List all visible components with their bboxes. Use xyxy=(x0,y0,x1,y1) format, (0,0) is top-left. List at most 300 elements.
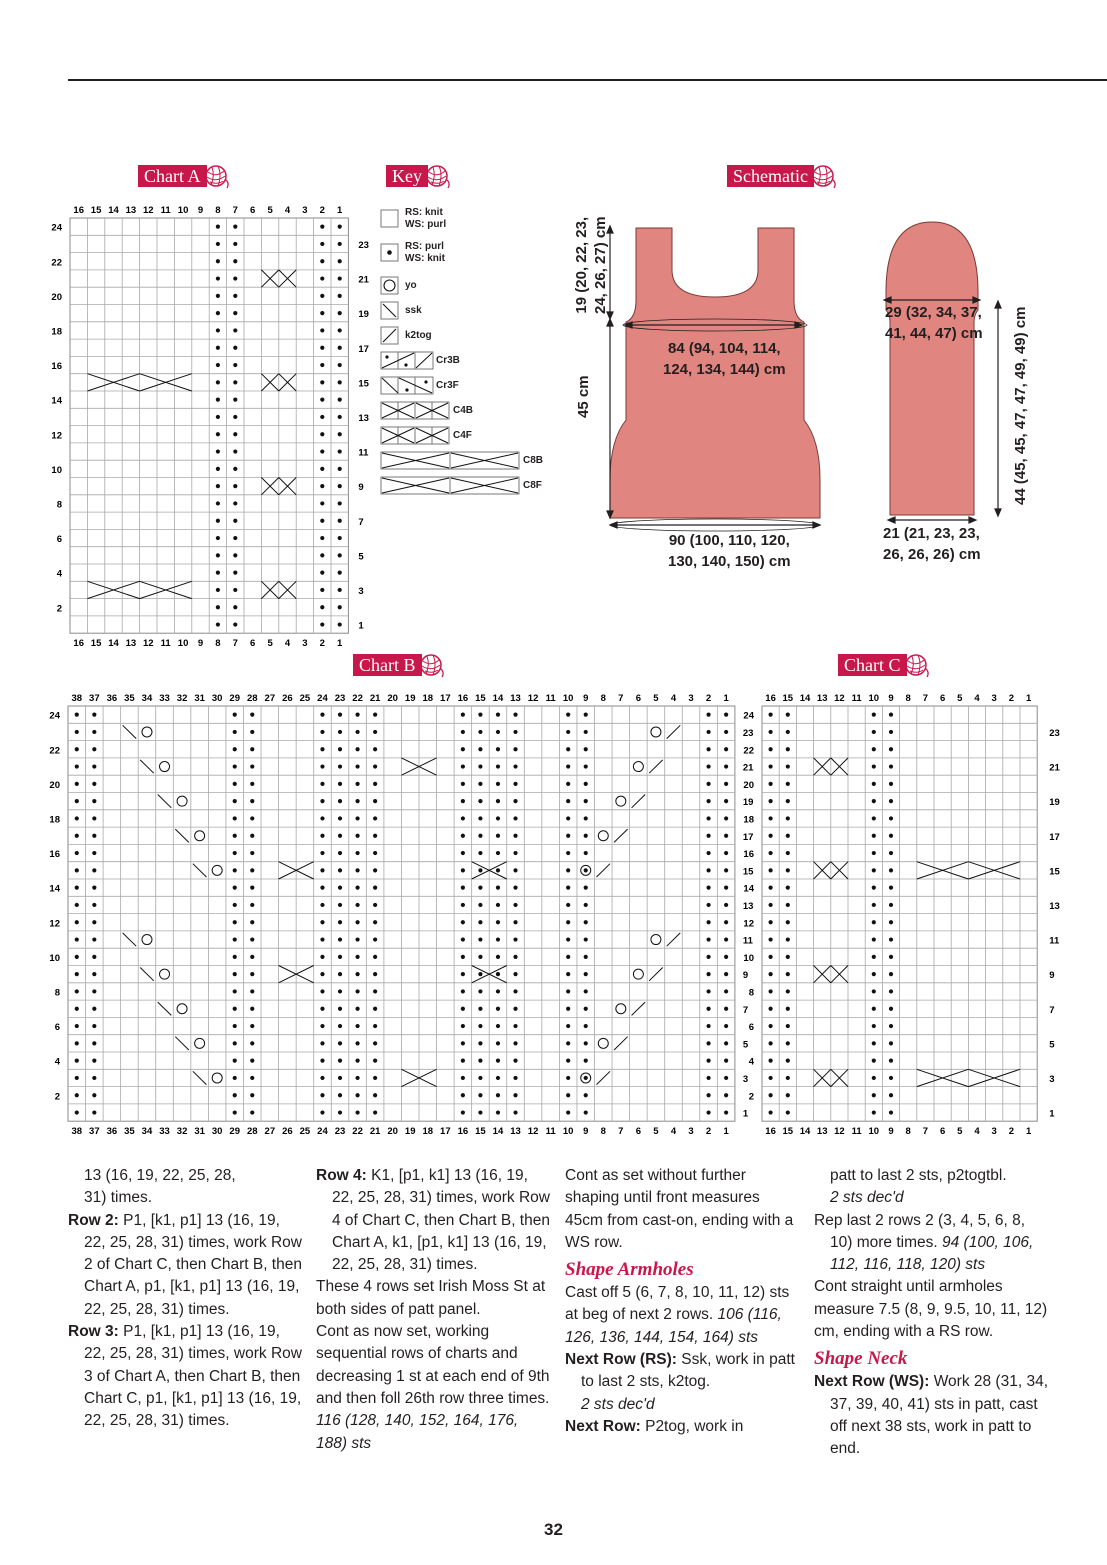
column-number: 10 xyxy=(868,693,880,704)
purl-stitch xyxy=(320,449,324,453)
purl-stitch xyxy=(75,1024,79,1028)
purl-stitch xyxy=(786,1041,790,1045)
sleeve-top-label: 29 (32, 34, 37, 41, 44, 47) cm xyxy=(885,304,983,342)
column-number: 9 xyxy=(888,693,894,704)
purl-stitch xyxy=(250,1041,254,1045)
purl-stitch xyxy=(872,972,876,976)
armhole-depth-label: 19 (20, 22, 23, 24, 26, 27) cm xyxy=(573,216,609,314)
purl-stitch xyxy=(706,1093,710,1097)
purl-stitch xyxy=(250,816,254,820)
row-number: 19 xyxy=(742,797,754,809)
row-number: 22 xyxy=(51,257,62,269)
purl-stitch xyxy=(320,571,324,575)
stitches-decreased-1: 2 sts dec'd xyxy=(581,1395,655,1413)
column-number: 1 xyxy=(337,205,343,216)
row-number: 17 xyxy=(358,343,369,355)
chart-b-title xyxy=(353,654,446,676)
purl-stitch xyxy=(338,622,342,626)
c8b-cable-icon xyxy=(380,451,522,471)
purl-stitch xyxy=(724,1059,728,1063)
purl-stitch xyxy=(92,730,96,734)
column-number: 12 xyxy=(834,693,845,704)
purl-stitch xyxy=(496,868,500,872)
purl-stitch xyxy=(786,903,790,907)
purl-stitch xyxy=(786,886,790,890)
column-number: 8 xyxy=(600,693,606,704)
column-number: 2 xyxy=(1008,693,1015,704)
key-c8f-label: C8F xyxy=(523,480,542,491)
row-number: 1 xyxy=(1049,1108,1055,1120)
row1-continued-1: 13 (16, 19, 22, 25, 28, xyxy=(84,1167,236,1184)
purl-stitch xyxy=(355,868,359,872)
purl-stitch xyxy=(478,937,482,941)
purl-stitch xyxy=(373,1093,377,1097)
row-number: 7 xyxy=(1049,1004,1055,1016)
purl-stitch xyxy=(496,834,500,838)
purl-stitch xyxy=(373,713,377,717)
purl-stitch xyxy=(889,782,893,786)
purl-stitch xyxy=(478,1076,482,1080)
purl-stitch xyxy=(233,622,237,626)
purl-stitch xyxy=(584,764,588,768)
row-number: 4 xyxy=(54,1056,60,1068)
purl-stitch xyxy=(338,816,342,820)
purl-stitch xyxy=(461,1024,465,1028)
purl-stitch xyxy=(706,1007,710,1011)
purl-stitch xyxy=(320,519,324,523)
purl-stitch xyxy=(872,1041,876,1045)
purl-stitch xyxy=(584,1076,588,1080)
purl-stitch xyxy=(338,328,342,332)
purl-stitch xyxy=(584,1110,588,1114)
column-number: 15 xyxy=(475,693,486,704)
column-number: 35 xyxy=(124,1126,135,1138)
column-number: 11 xyxy=(160,205,171,216)
purl-stitch xyxy=(566,1041,570,1045)
column-number: 27 xyxy=(264,693,276,704)
purl-stitch xyxy=(496,1110,500,1114)
purl-stitch xyxy=(584,1059,588,1063)
purl-stitch xyxy=(706,816,710,820)
row-number: 16 xyxy=(743,849,754,861)
purl-stitch xyxy=(373,730,377,734)
purl-stitch xyxy=(496,1024,500,1028)
purl-stitch xyxy=(769,1076,773,1080)
column-number: 15 xyxy=(90,638,102,650)
purl-stitch xyxy=(513,1093,517,1097)
purl-stitch xyxy=(233,259,237,263)
purl-stitch xyxy=(724,799,728,803)
purl-stitch xyxy=(478,903,482,907)
purl-stitch xyxy=(478,955,482,959)
purl-stitch xyxy=(584,851,588,855)
purl-stitch xyxy=(872,1093,876,1097)
purl-stitch xyxy=(513,1110,517,1114)
purl-stitch xyxy=(320,1007,324,1011)
key-title-label: Key xyxy=(386,165,428,187)
row-number: 16 xyxy=(49,849,60,861)
column-number: 9 xyxy=(197,638,204,650)
purl-stitch xyxy=(872,903,876,907)
purl-stitch xyxy=(786,747,790,751)
purl-stitch xyxy=(320,398,324,402)
purl-stitch xyxy=(320,294,324,298)
purl-stitch xyxy=(216,605,220,609)
text-column-3 xyxy=(565,1165,800,1438)
purl-stitch xyxy=(786,713,790,717)
purl-stitch xyxy=(338,276,342,280)
purl-stitch xyxy=(461,851,465,855)
purl-stitch xyxy=(250,851,254,855)
purl-stitch xyxy=(355,730,359,734)
purl-stitch xyxy=(92,851,96,855)
purl-stitch xyxy=(566,1076,570,1080)
row-number: 15 xyxy=(742,866,754,878)
purl-stitch xyxy=(75,747,79,751)
purl-stitch xyxy=(724,1007,728,1011)
key-k2tog xyxy=(380,323,560,348)
row-number: 24 xyxy=(49,710,60,722)
purl-stitch xyxy=(320,834,324,838)
purl-stitch xyxy=(872,834,876,838)
purl-stitch xyxy=(872,1076,876,1080)
purl-stitch xyxy=(338,1093,342,1097)
row-number: 8 xyxy=(748,987,754,999)
column-number: 21 xyxy=(369,693,381,704)
purl-stitch xyxy=(566,799,570,803)
purl-stitch xyxy=(706,834,710,838)
purl-stitch xyxy=(566,972,570,976)
purl-stitch xyxy=(461,972,465,976)
column-number: 32 xyxy=(176,693,188,704)
purl-stitch xyxy=(872,1059,876,1063)
column-number: 3 xyxy=(302,638,308,650)
column-number: 16 xyxy=(73,638,84,650)
purl-stitch xyxy=(724,1041,728,1045)
purl-stitch xyxy=(478,782,482,786)
column-number: 6 xyxy=(250,205,256,216)
next-row-rs xyxy=(565,1349,800,1394)
column-number: 3 xyxy=(991,1126,997,1138)
column-number: 19 xyxy=(404,1126,416,1138)
purl-stitch xyxy=(496,1076,500,1080)
purl-stitch xyxy=(216,432,220,436)
purl-stitch xyxy=(496,955,500,959)
purl-stitch xyxy=(706,851,710,855)
purl-stitch xyxy=(496,816,500,820)
purl-stitch xyxy=(75,834,79,838)
column-number: 3 xyxy=(688,693,694,704)
column-number: 30 xyxy=(211,693,223,704)
purl-stitch xyxy=(338,398,342,402)
chart-c-title-label: Chart C xyxy=(838,654,907,676)
purl-stitch xyxy=(92,937,96,941)
purl-stitch xyxy=(373,937,377,941)
purl-stitch xyxy=(338,242,342,246)
purl-stitch xyxy=(889,1007,893,1011)
purl-stitch xyxy=(338,1076,342,1080)
purl-stitch xyxy=(769,1041,773,1045)
purl-stitch xyxy=(724,903,728,907)
purl-stitch xyxy=(250,764,254,768)
purl-stitch xyxy=(769,713,773,717)
purl-stitch xyxy=(769,1007,773,1011)
purl-stitch xyxy=(320,328,324,332)
row-number: 2 xyxy=(748,1091,754,1103)
row-number: 15 xyxy=(1049,866,1060,878)
purl-stitch xyxy=(92,1093,96,1097)
purl-stitch xyxy=(566,1007,570,1011)
purl-stitch xyxy=(75,782,79,786)
purl-stitch xyxy=(320,432,324,436)
purl-stitch xyxy=(513,713,517,717)
purl-stitch xyxy=(889,1076,893,1080)
row2-label: Row 2: xyxy=(68,1211,119,1229)
purl-stitch xyxy=(461,937,465,941)
key-c4b-label: C4B xyxy=(453,405,474,416)
purl-stitch xyxy=(478,1093,482,1097)
purl-stitch xyxy=(338,903,342,907)
key-c8b xyxy=(380,448,560,473)
purl-stitch xyxy=(706,868,710,872)
row3-text: P1, [k1, p1] 13 (16, 19, 22, 25, 28, 31) times, work Row 3 of Chart A, then Chart B, then Chart C, p1, [k1, p1] 13 (16, 19, 22, 25, 28, 31) times. xyxy=(84,1323,302,1430)
purl-stitch xyxy=(75,868,79,872)
row-number: 23 xyxy=(358,239,369,251)
purl-stitch xyxy=(355,1041,359,1045)
purl-stitch xyxy=(584,886,588,890)
purl-stitch xyxy=(320,380,324,384)
purl-stitch xyxy=(786,799,790,803)
row-number: 6 xyxy=(56,534,62,546)
top-rule xyxy=(68,79,1107,81)
purl-stitch xyxy=(355,1024,359,1028)
row-number: 18 xyxy=(51,326,62,338)
purl-stitch xyxy=(338,346,342,350)
purl-stitch xyxy=(496,764,500,768)
yarn-ball-icon xyxy=(203,163,231,189)
purl-stitch xyxy=(461,782,465,786)
next-row-continued: patt to last 2 sts, p2togtbl. xyxy=(830,1167,1007,1184)
purl-stitch xyxy=(566,937,570,941)
purl-stitch xyxy=(461,920,465,924)
purl-stitch xyxy=(706,937,710,941)
purl-stitch xyxy=(250,1110,254,1114)
purl-stitch xyxy=(724,937,728,941)
purl-stitch xyxy=(338,225,342,229)
column-number: 16 xyxy=(73,205,84,216)
column-number: 3 xyxy=(991,693,997,704)
purl-stitch xyxy=(889,955,893,959)
purl-stitch xyxy=(889,920,893,924)
purl-stitch xyxy=(513,816,517,820)
purl-stitch xyxy=(233,816,237,820)
column-number: 37 xyxy=(89,693,100,704)
row-number: 3 xyxy=(742,1073,749,1085)
purl-stitch xyxy=(216,536,220,540)
purl-stitch xyxy=(320,955,324,959)
c4b-cable-icon xyxy=(380,401,452,421)
purl-stitch xyxy=(233,1076,237,1080)
purl-stitch xyxy=(496,747,500,751)
purl-stitch xyxy=(216,276,220,280)
key-cr3f-label: Cr3F xyxy=(436,380,459,391)
row-number: 13 xyxy=(742,900,754,912)
row-number: 9 xyxy=(742,970,749,982)
cast-off-stitch-count: 106 (116, 126, 136, 144, 154, 164) sts xyxy=(565,1306,782,1346)
purl-stitch xyxy=(373,782,377,786)
column-number: 14 xyxy=(492,1126,504,1138)
column-number: 35 xyxy=(124,693,135,704)
column-number: 1 xyxy=(1025,1126,1032,1138)
purl-stitch xyxy=(478,747,482,751)
purl-stitch xyxy=(355,1110,359,1114)
column-number: 28 xyxy=(246,693,258,704)
purl-stitch xyxy=(320,747,324,751)
chart-a-title-label: Chart A xyxy=(138,165,207,187)
purl-stitch xyxy=(496,989,500,993)
purl-stitch xyxy=(373,834,377,838)
column-number: 32 xyxy=(176,1126,188,1138)
column-number: 12 xyxy=(527,693,539,704)
key-ssk-label: ssk xyxy=(405,305,422,316)
purl-stitch xyxy=(872,989,876,993)
column-number: 13 xyxy=(510,1126,521,1138)
purl-stitch xyxy=(92,1007,96,1011)
purl-stitch xyxy=(478,1059,482,1063)
column-number: 27 xyxy=(264,1126,276,1138)
purl-stitch xyxy=(75,851,79,855)
row-number: 20 xyxy=(49,779,60,791)
purl-stitch xyxy=(250,989,254,993)
column-number: 8 xyxy=(215,638,221,650)
purl-stitch xyxy=(338,868,342,872)
purl-stitch xyxy=(786,937,790,941)
purl-stitch xyxy=(496,903,500,907)
repeat-text: Rep last 2 rows 2 (3, 4, 5, 6, 8, 10) more times. xyxy=(814,1211,1026,1251)
key-c8f xyxy=(380,473,560,498)
purl-stitch xyxy=(250,903,254,907)
purl-stitch xyxy=(233,799,237,803)
purl-stitch xyxy=(233,834,237,838)
purl-stitch xyxy=(233,764,237,768)
purl-stitch xyxy=(872,868,876,872)
column-number: 38 xyxy=(71,693,83,704)
column-number: 26 xyxy=(282,693,293,704)
purl-stitch xyxy=(889,834,893,838)
purl-stitch xyxy=(769,834,773,838)
column-number: 5 xyxy=(653,1126,659,1138)
row-number: 2 xyxy=(54,1091,60,1103)
purl-stitch xyxy=(338,834,342,838)
row-number: 19 xyxy=(358,309,369,321)
chart-b-title-label: Chart B xyxy=(353,654,422,676)
purl-stitch xyxy=(250,1059,254,1063)
row-number: 11 xyxy=(1049,935,1060,947)
purl-stitch xyxy=(724,747,728,751)
purl-stitch xyxy=(373,920,377,924)
purl-stitch xyxy=(92,1110,96,1114)
column-number: 14 xyxy=(108,638,119,650)
next-row-text: P2tog, work in xyxy=(640,1417,744,1435)
column-number: 2 xyxy=(319,638,325,650)
purl-stitch xyxy=(320,622,324,626)
purl-stitch xyxy=(513,730,517,734)
column-number: 14 xyxy=(108,205,119,216)
purl-stitch xyxy=(320,276,324,280)
purl-stitch xyxy=(373,1059,377,1063)
purl-stitch xyxy=(373,1076,377,1080)
purl-stitch xyxy=(75,1093,79,1097)
purl-stitch xyxy=(320,1059,324,1063)
cast-off-text: Cast off 5 (6, 7, 8, 10, 11, 12) sts at beg of next 2 rows. xyxy=(565,1284,790,1324)
purl-stitch xyxy=(513,1059,517,1063)
purl-stitch xyxy=(233,536,237,540)
purl-stitch xyxy=(320,1076,324,1080)
purl-stitch xyxy=(75,903,79,907)
purl-stitch xyxy=(461,799,465,803)
purl-stitch xyxy=(338,747,342,751)
row-number: 12 xyxy=(49,918,60,930)
purl-stitch xyxy=(338,605,342,609)
purl-stitch xyxy=(320,415,324,419)
purl-stitch xyxy=(706,989,710,993)
column-number: 17 xyxy=(440,693,451,704)
purl-stitch xyxy=(478,834,482,838)
c8f-cable-icon xyxy=(380,476,522,496)
column-number: 1 xyxy=(723,1126,729,1138)
k2tog-symbol-icon xyxy=(380,326,400,346)
purl-stitch xyxy=(75,1110,79,1114)
purl-stitch xyxy=(355,713,359,717)
purl-stitch xyxy=(338,1041,342,1045)
purl-stitch xyxy=(496,886,500,890)
column-number: 2 xyxy=(705,693,712,704)
purl-stitch xyxy=(338,1110,342,1114)
purl-stitch xyxy=(769,955,773,959)
column-number: 20 xyxy=(387,1126,398,1138)
purl-stitch xyxy=(320,886,324,890)
column-number: 25 xyxy=(299,693,311,704)
purl-stitch xyxy=(584,782,588,786)
purl-stitch xyxy=(786,972,790,976)
purl-stitch xyxy=(338,730,342,734)
column-number: 28 xyxy=(246,1126,258,1138)
row-number: 3 xyxy=(1049,1073,1055,1085)
purl-stitch xyxy=(233,242,237,246)
purl-stitch xyxy=(92,1024,96,1028)
purl-stitch xyxy=(769,886,773,890)
purl-stitch xyxy=(566,989,570,993)
purl-stitch xyxy=(513,886,517,890)
cont-paragraph: Cont as set without further shaping until front measures 45cm from cast-on, ending with a WS row. xyxy=(565,1167,794,1251)
purl-stitch xyxy=(338,1024,342,1028)
row-number: 13 xyxy=(1049,900,1060,912)
column-number: 13 xyxy=(816,693,828,704)
schematic-diagram xyxy=(570,200,1040,580)
purl-stitch xyxy=(584,903,588,907)
purl-stitch xyxy=(233,346,237,350)
purl-stitch xyxy=(233,294,237,298)
row-number: 6 xyxy=(54,1022,60,1034)
column-number: 1 xyxy=(723,693,729,704)
purl-stitch xyxy=(706,886,710,890)
purl-stitch xyxy=(461,903,465,907)
purl-stitch xyxy=(513,1024,517,1028)
purl-stitch xyxy=(320,588,324,592)
column-number: 6 xyxy=(635,1126,642,1138)
purl-stitch xyxy=(478,1110,482,1114)
repeat-paragraph xyxy=(814,1210,1049,1277)
